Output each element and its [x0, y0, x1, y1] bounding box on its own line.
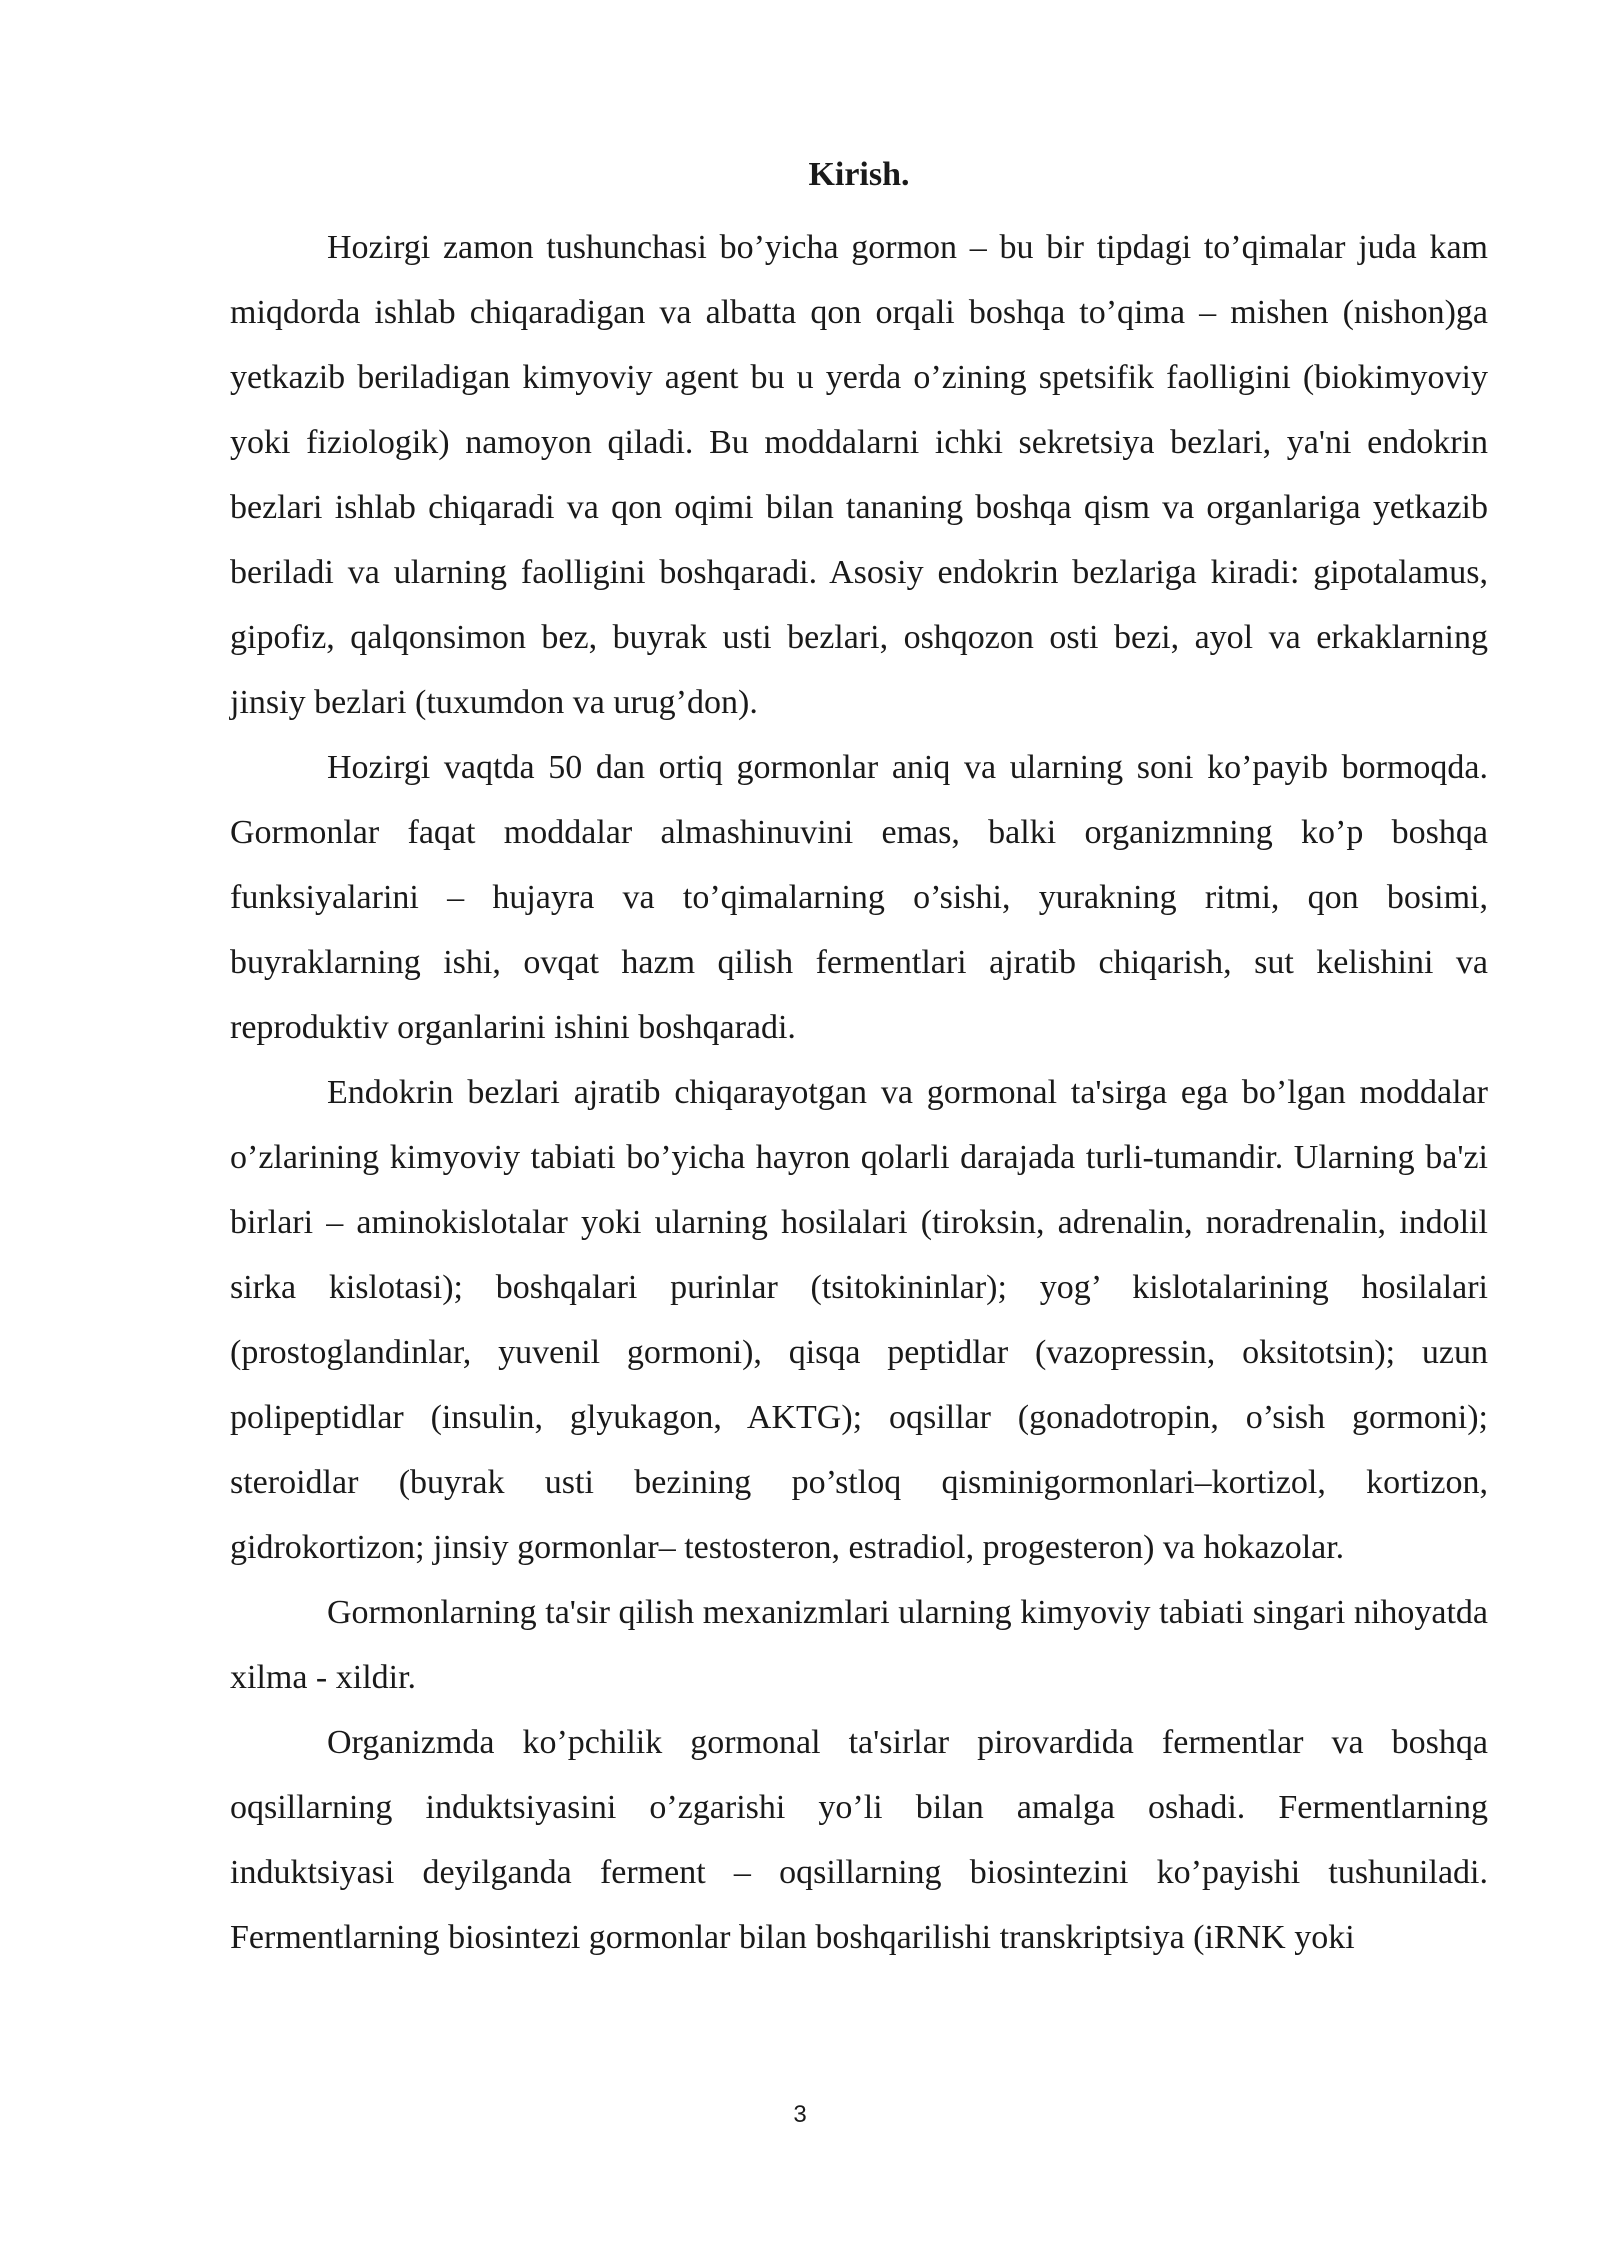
paragraph-2: Hozirgi vaqtda 50 dan ortiq gormonlar aniq va ularning soni ko’payib bormoqda. Gormonlar faqat moddalar almashinuvini emas, balki organizmning ko’p boshqa funksiyalarini – hujayra va to’qimalarning o’sishi, yurakning ritmi, qon bosimi, buyraklarning ishi, ovqat hazm qilish fermentlari ajratib chiqarish, sut kelishini va reproduktiv organlarini ishini boshqaradi. — [230, 749, 1488, 1046]
document-page — [230, 150, 1488, 1970]
paragraph-5: Organizmda ko’pchilik gormonal ta'sirlar pirovardida fermentlar va boshqa oqsillarning induktsiyasini o’zgarishi yo’li bilan amalga oshadi. Fermentlarning induktsiyasi deyilganda ferment – oqsillarning biosintezini ko’payishi tushuniladi. Fermentlarning biosintezi gormonlar bilan boshqarilishi transkriptsiya (iRNK yoki — [230, 1724, 1488, 1956]
paragraph-3: Endokrin bezlari ajratib chiqarayotgan va gormonal ta'sirga ega bo’lgan moddalar o’zlarining kimyoviy tabiati bo’yicha hayron qolarli darajada turli-tumandir. Ularning ba'zi birlari – aminokislotalar yoki ularning hosilalari (tiroksin, adrenalin, noradrenalin, indolil sirka kislotasi); boshqalari purinlar (tsitokininlar); yog’ kislotalarining hosilalari (prostoglandinlar, yuvenil gormoni), qisqa peptidlar (vazopressin, oksitotsin); uzun polipeptidlar (insulin, glyukagon, AKTG); oqsillar (gonadotropin, o’sish gormoni); steroidlar (buyrak usti bezining po’stloq qisminigormonlari–kortizol, kortizon, gidrokortizon; jinsiy gormonlar– testosteron, estradiol, progesteron) va hokazolar. — [230, 1074, 1488, 1566]
paragraph-4: Gormonlarning ta'sir qilish mexanizmlari ularning kimyoviy tabiati singari nihoyatda xilma - xildir. — [230, 1594, 1488, 1696]
page-number: 3 — [793, 2101, 807, 2128]
paragraph-1: Hozirgi zamon tushunchasi bo’yicha gormon – bu bir tipdagi to’qimalar juda kam miqdorda ishlab chiqaradigan va albatta qon orqali boshqa to’qima – mishen (nishon)ga yetkazib beriladigan kimyoviy agent bu u yerda o’zining spetsifik faolligini (biokimyoviy yoki fiziologik) namoyon qiladi. Bu moddalarni ichki sekretsiya bezlari, ya'ni endokrin bezlari ishlab chiqaradi va qon oqimi bilan tananing boshqa qism va organlariga yetkazib beriladi va ularning faolligini boshqaradi. Asosiy endokrin bezlariga kiradi: gipotalamus, gipofiz, qalqonsimon bez, buyrak usti bezlari, oshqozon osti bezi, ayol va erkaklarning jinsiy bezlari (tuxumdon va urug’don). — [230, 229, 1488, 721]
page-title: Kirish. — [808, 156, 910, 193]
